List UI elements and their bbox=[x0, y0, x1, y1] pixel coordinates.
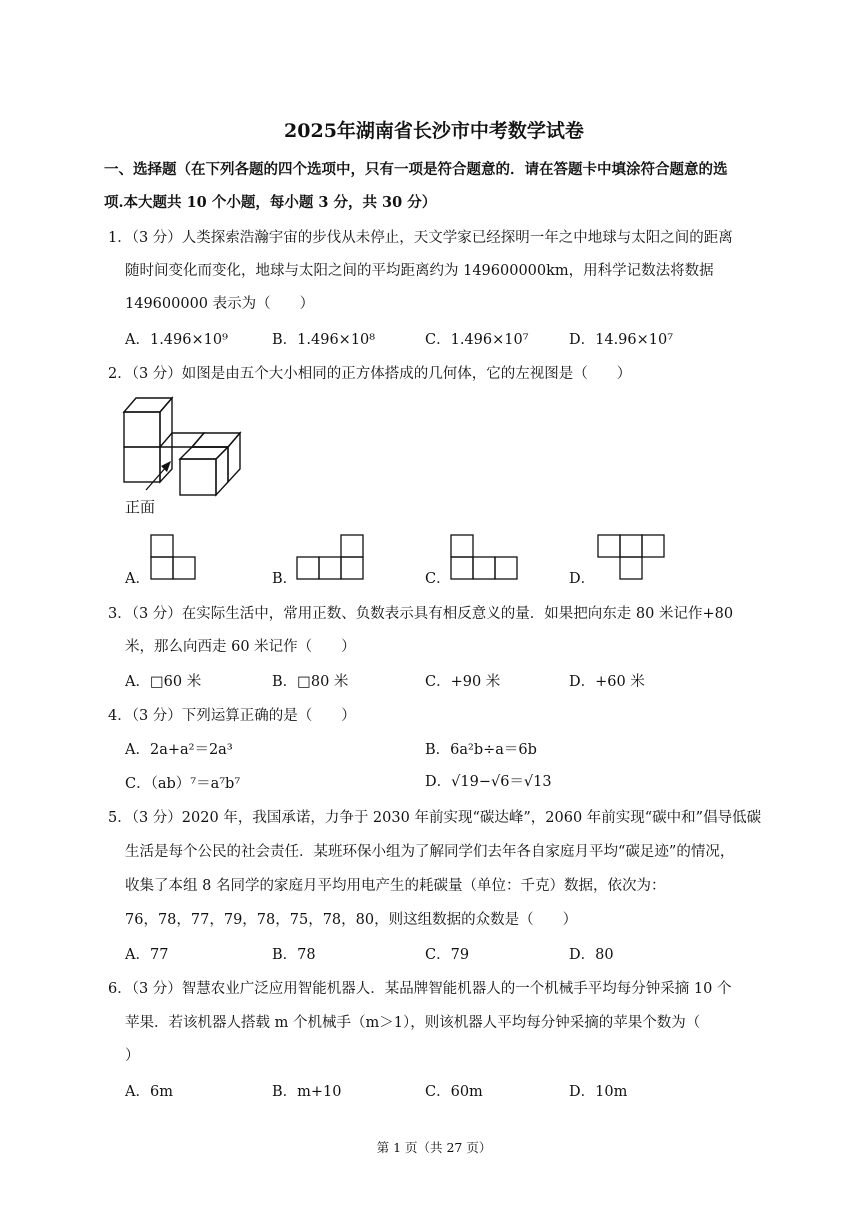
q1-line1: 1．（3 分）人类探索浩瀚宇宙的步伐从未停止，天文学家已经探明一年之中地球与太阳之间的距离 bbox=[108, 230, 733, 246]
q5-line1: 5．（3 分）2020 年，我国承诺，力争于 2030 年前实现“碳达峰”，2060 年前实现“碳中和”倡导低碳 bbox=[108, 810, 762, 826]
q1-option-d: D．14.96×10⁷ bbox=[569, 332, 674, 348]
q2-option-b: B． bbox=[272, 571, 298, 587]
q3-option-b: B．□80 米 bbox=[272, 674, 349, 690]
q6-line3: ） bbox=[125, 1048, 140, 1064]
q4-line1: 4．（3 分）下列运算正确的是（ ） bbox=[108, 708, 356, 724]
q5-option-a: A．77 bbox=[125, 947, 169, 963]
q2-option-b-figure bbox=[296, 534, 364, 580]
q1-line2: 随时间变化而变化，地球与太阳之间的平均距离约为 149600000km，用科学记数法将数据 bbox=[125, 263, 714, 279]
q2-option-c-figure bbox=[450, 534, 518, 580]
q3-line1: 3．（3 分）在实际生活中，常用正数、负数表示具有相反意义的量．如果把向东走 80 米记作+80 bbox=[108, 606, 734, 622]
q2-option-c: C． bbox=[425, 571, 451, 587]
q2-option-a-figure bbox=[150, 534, 196, 580]
q5-line2: 生活是每个公民的社会责任．某班环保小组为了解同学们去年各自家庭月平均“碳足迹”的情况， bbox=[125, 844, 735, 860]
q3-line2: 米，那么向西走 60 米记作（ ） bbox=[125, 639, 356, 655]
front-label: 正面 bbox=[125, 498, 156, 516]
q1-option-a: A．1.496×10⁹ bbox=[125, 332, 228, 348]
q2-line1: 2．（3 分）如图是由五个大小相同的正方体搭成的几何体，它的左视图是（ ） bbox=[108, 366, 632, 382]
q1-option-c: C．1.496×10⁷ bbox=[425, 332, 529, 348]
q4-option-d: D．√19−√6＝√13 bbox=[425, 774, 552, 790]
q6-line1: 6．（3 分）智慧农业广泛应用智能机器人．某品牌智能机器人的一个机械手平均每分钟采摘 10 个 bbox=[108, 981, 732, 997]
page-title: 2025年湖南省长沙市中考数学试卷 bbox=[284, 120, 584, 142]
cube-solid-figure bbox=[118, 394, 248, 499]
q5-option-b: B．78 bbox=[272, 947, 316, 963]
q3-option-a: A．□60 米 bbox=[125, 674, 202, 690]
q4-option-c: C．（ab）⁷＝a⁷b⁷ bbox=[125, 776, 241, 792]
q2-option-d: D． bbox=[569, 571, 596, 587]
q6-option-b: B．m+10 bbox=[272, 1084, 342, 1100]
q3-option-d: D．+60 米 bbox=[569, 674, 645, 690]
q1-line3: 149600000 表示为（ ） bbox=[125, 296, 315, 312]
q2-option-a: A． bbox=[125, 571, 150, 587]
q4-option-b: B．6a²b÷a＝6b bbox=[425, 742, 537, 758]
q6-option-d: D．10m bbox=[569, 1084, 628, 1100]
q2-option-d-figure bbox=[597, 534, 665, 580]
q6-line2: 苹果．若该机器人搭载 m 个机械手（m＞1），则该机器人平均每分钟采摘的苹果个数为（ bbox=[125, 1015, 701, 1031]
q5-option-d: D．80 bbox=[569, 947, 614, 963]
q3-option-c: C．+90 米 bbox=[425, 674, 501, 690]
q6-option-a: A．6m bbox=[125, 1084, 173, 1100]
page-footer: 第 1 页（共 27 页） bbox=[376, 1140, 492, 1155]
section-heading-line1: 一、选择题（在下列各题的四个选项中，只有一项是符合题意的．请在答题卡中填涂符合题意的选 bbox=[104, 161, 728, 178]
section-heading-line2: 项.本大题共 10 个小题，每小题 3 分，共 30 分） bbox=[104, 194, 437, 211]
q6-option-c: C．60m bbox=[425, 1084, 483, 1100]
q4-option-a: A．2a+a²＝2a³ bbox=[125, 742, 233, 758]
q5-line3: 收集了本组 8 名同学的家庭月平均用电产生的耗碳量（单位：千克）数据，依次为： bbox=[125, 878, 666, 894]
q1-option-b: B．1.496×10⁸ bbox=[272, 332, 376, 348]
q5-option-c: C．79 bbox=[425, 947, 470, 963]
q5-line4: 76，78，77，79，78，75，78，80，则这组数据的众数是（ ） bbox=[125, 912, 578, 928]
